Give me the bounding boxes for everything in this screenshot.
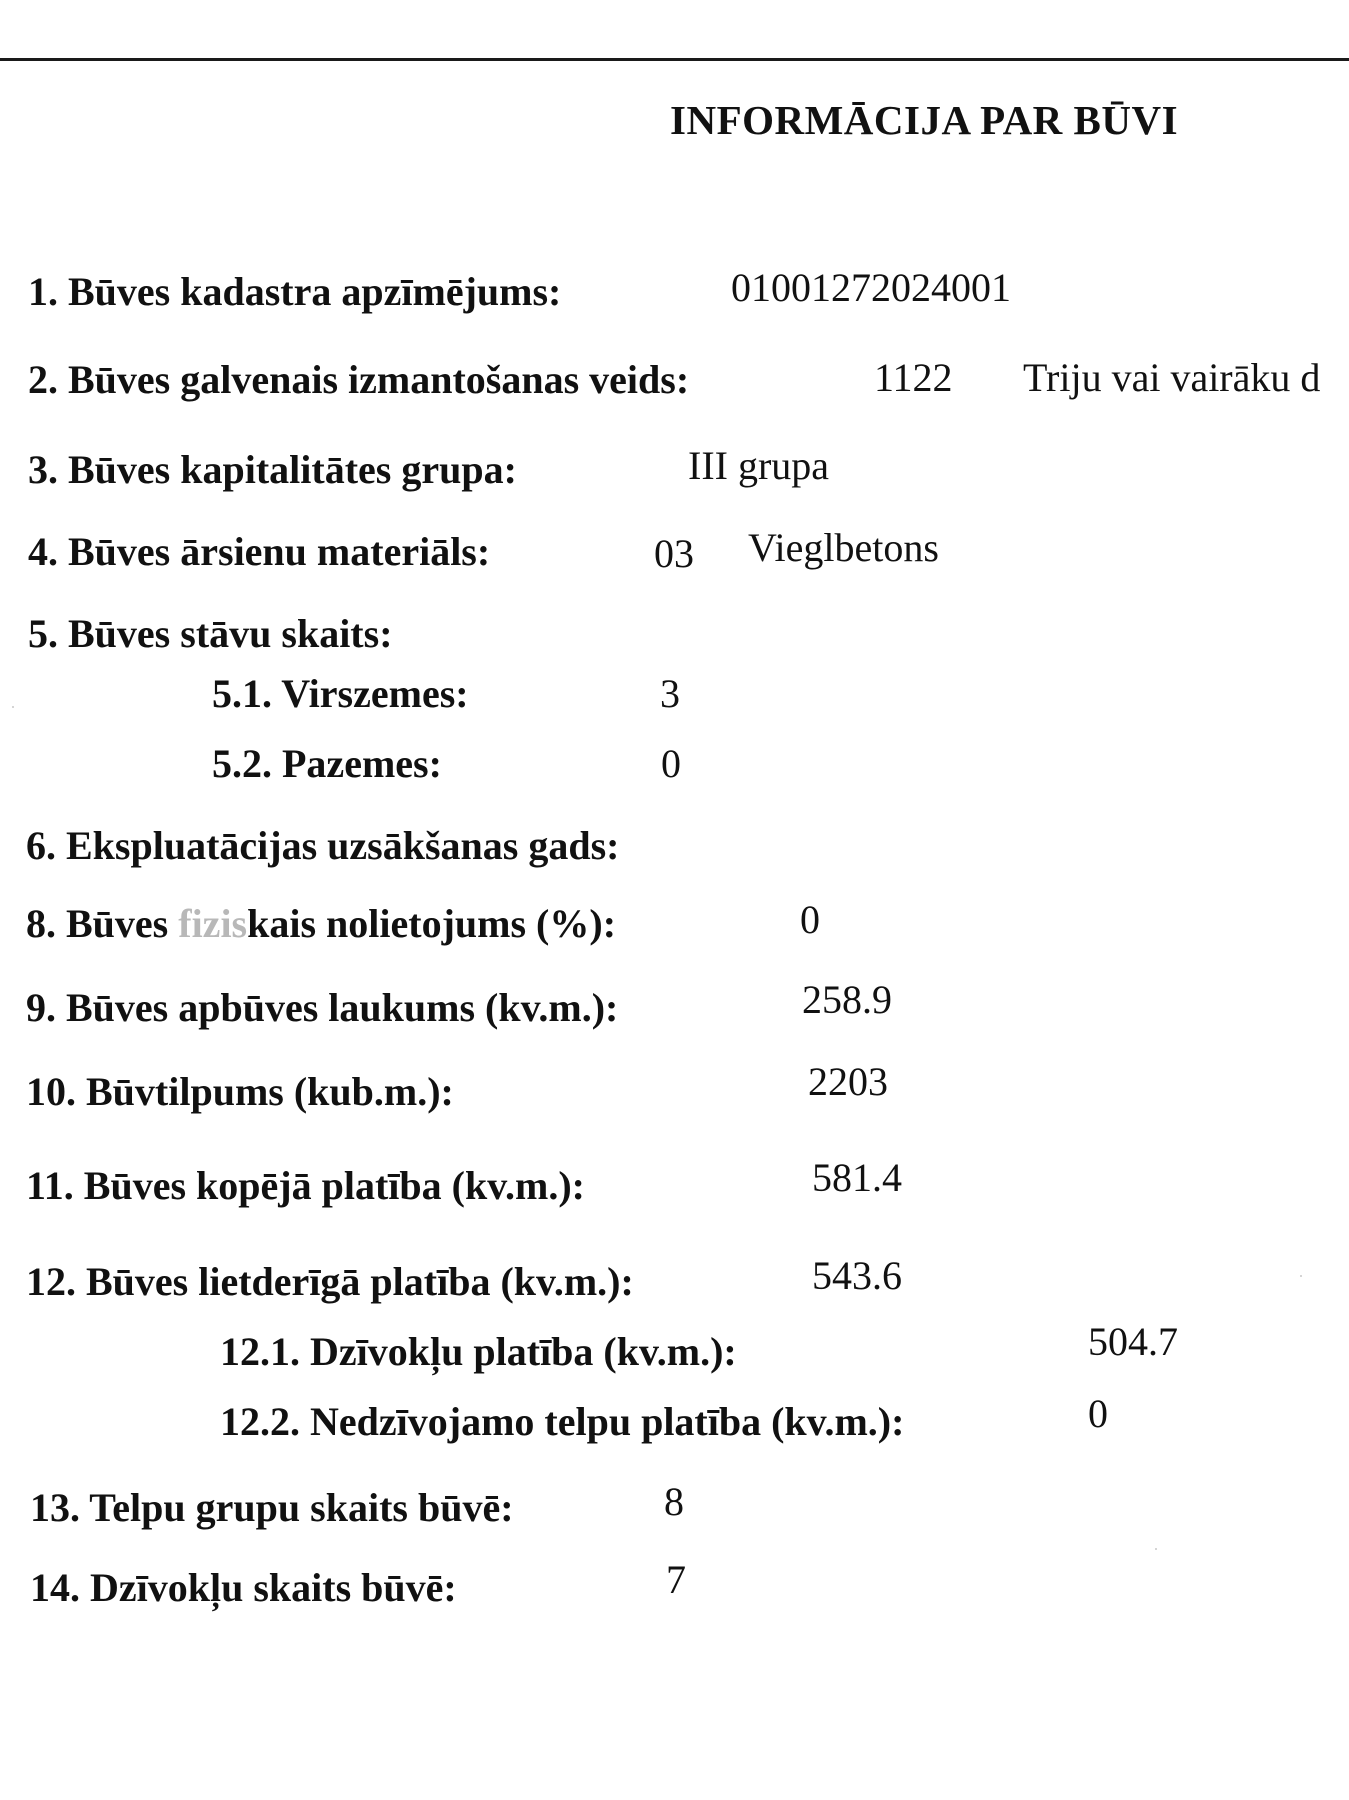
field-label: 1. Būves kadastra apzīmējums:	[28, 269, 562, 314]
field-label: 5.2. Pazemes:	[212, 741, 442, 786]
field-label: 2. Būves galvenais izmantošanas veids:	[28, 357, 690, 402]
field-value: 258.9	[802, 977, 892, 1022]
top-border-line	[0, 58, 1349, 61]
document-title: INFORMĀCIJA PAR BŪVI	[670, 97, 1179, 143]
field-label: 11. Būves kopējā platība (kv.m.):	[26, 1163, 585, 1208]
field-value: III grupa	[688, 443, 830, 488]
field-code: 1122	[874, 355, 953, 400]
field-value: 8	[664, 1479, 684, 1524]
field-value: 504.7	[1088, 1319, 1178, 1364]
field-label: 12.2. Nedzīvojamo telpu platība (kv.m.):	[220, 1399, 905, 1444]
field-value: 543.6	[812, 1253, 902, 1298]
field-value: 0	[661, 741, 681, 786]
field-value: 3	[660, 671, 680, 716]
field-value: 2203	[808, 1059, 888, 1104]
field-label: 6. Ekspluatācijas uzsākšanas gads:	[26, 823, 620, 868]
field-label	[26, 900, 616, 947]
field-value: 0	[800, 897, 820, 942]
field-label: 14. Dzīvokļu skaits būvē:	[30, 1565, 457, 1610]
scan-speck	[1300, 1275, 1302, 1277]
field-value: 01001272024001	[731, 265, 1011, 310]
field-label: 4. Būves ārsienu materiāls:	[28, 529, 491, 574]
field-label: 13. Telpu grupu skaits būvē:	[30, 1485, 514, 1530]
field-label-faded-part: fizis	[178, 901, 248, 946]
field-label: 12.1. Dzīvokļu platība (kv.m.):	[220, 1329, 737, 1374]
field-value: 581.4	[812, 1155, 902, 1200]
field-code: 03	[654, 531, 694, 576]
scan-speck	[12, 706, 14, 708]
field-value: Triju vai vairāku d	[1023, 355, 1321, 400]
field-label-part: kais nolietojums (%):	[247, 901, 617, 946]
field-label: 5.1. Virszemes:	[212, 671, 469, 716]
field-value: 7	[666, 1557, 686, 1602]
field-value: 0	[1088, 1391, 1108, 1436]
field-label: 3. Būves kapitalitātes grupa:	[28, 447, 517, 492]
field-value: Vieglbetons	[748, 525, 939, 570]
field-label: 12. Būves lietderīgā platība (kv.m.):	[26, 1259, 634, 1304]
field-label: 5. Būves stāvu skaits:	[28, 611, 393, 656]
field-label: 9. Būves apbūves laukums (kv.m.):	[26, 985, 619, 1030]
field-label-part: 8. Būves	[26, 901, 179, 946]
scan-speck	[1155, 1548, 1157, 1550]
field-label: 10. Būvtilpums (kub.m.):	[26, 1069, 454, 1114]
